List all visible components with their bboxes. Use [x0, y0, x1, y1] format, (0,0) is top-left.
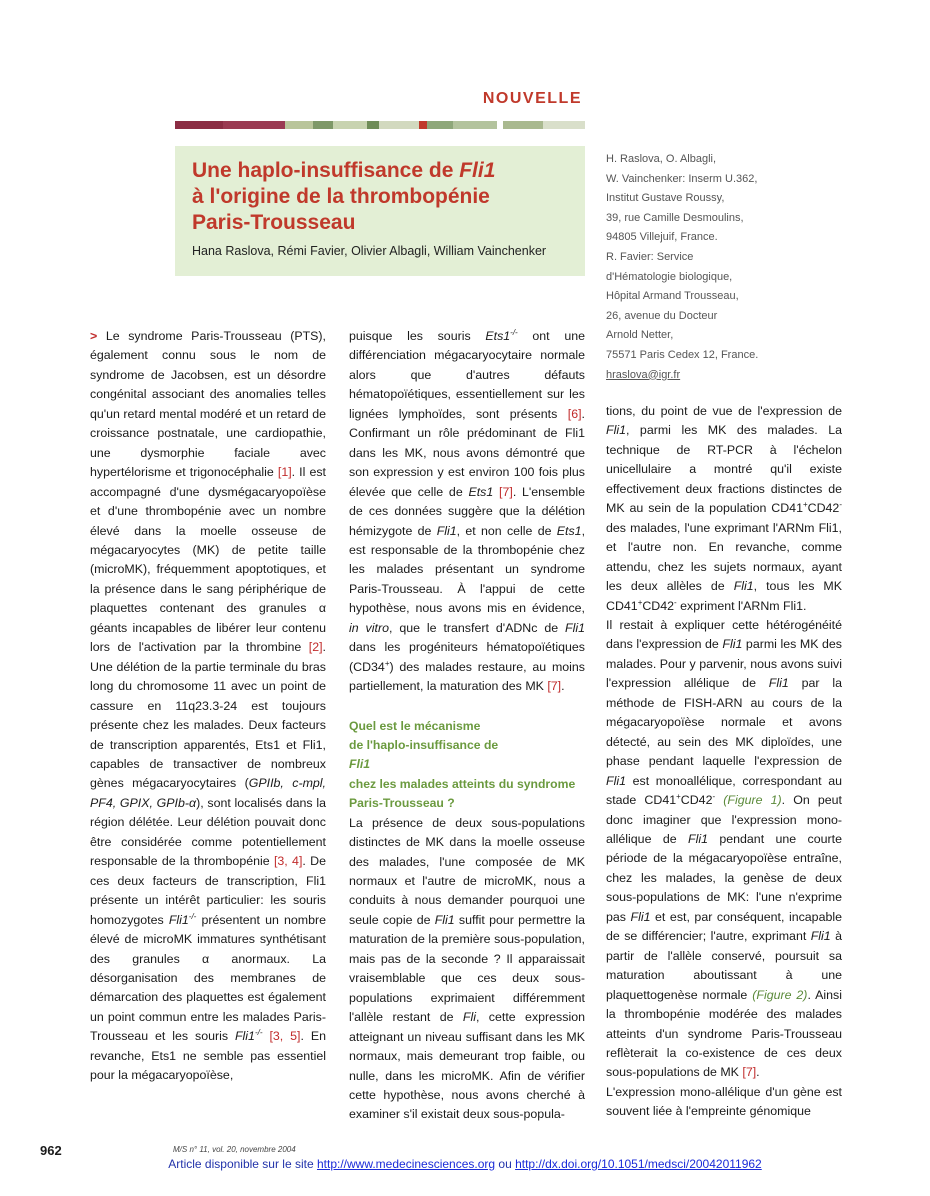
- color-bar-segment: [285, 121, 313, 129]
- color-bar-segment: [379, 121, 419, 129]
- paragraph: La présence de deux sous-populations distinctes de MK dans la moelle osseuse des malades, l'une composée de MK normaux et l'autre de microMK, nous a conduits à nous demander pourquoi une seule copie de Fli1 suffit pour permettre la maturation de la première sous-population, mais pas de la seconde ? Il apparaissait vraisemblable que ces deux sous-populations exprimaient différemment l'allèle restant de Fli, cette expression atteignant un niveau suffisant dans les MK normaux, mais demeurant trop faible, ou nulle, dans les microMK. Afin de vérifier cette hypothèse, nous avons cherché à examiner s'il existait deux sous-popula-: [349, 815, 585, 1122]
- color-bar-segment: [175, 121, 223, 129]
- paragraph: puisque les souris Ets1-/- ont une différenciation mégacaryocytaire normale alors que d'autres défauts hématopoïétiques, essentiellement sur les lignées lymphoïdes, sont présents [6]. Confirmant un rôle prédominant de Fli1 dans les MK, nous avons démontré que son expression y est environ 100 fois plus élevée que celle de Ets1 [7]. L'ensemble de ces données suggère que la délétion hémizygote de Fli1, et non celle de Ets1, est responsable de la thrombopénie chez les malades présentant un syndrome Paris-Trousseau. À l'appui de cette hypothèse, nous avons mis en évidence, in vitro, que le transfert d'ADNc de Fli1 dans les progéniteurs hématopoïétiques (CD34+) des malades restaure, au moins partiellement, la maturation des MK [7].: [349, 327, 586, 694]
- color-bar-segment: [333, 121, 367, 129]
- affiliation-line: Hôpital Armand Trousseau,: [606, 290, 739, 303]
- affiliation-line: 75571 Paris Cedex 12, France.: [606, 348, 759, 361]
- color-bar-segment: [453, 121, 497, 129]
- heading-line: Paris-Trousseau ?: [349, 796, 455, 811]
- color-bar-segment: [223, 121, 285, 129]
- affiliation-line: W. Vainchenker: Inserm U.362,: [606, 172, 758, 185]
- body-column-3: [606, 402, 842, 1122]
- author-affiliations: [606, 150, 846, 385]
- heading-line: chez les malades atteints du syndrome: [349, 776, 576, 791]
- affiliation-line: Institut Gustave Roussy,: [606, 192, 725, 205]
- citation: [7]: [742, 1065, 757, 1080]
- decorative-color-bar: [175, 121, 585, 129]
- title-line-3: Paris-Trousseau: [192, 211, 356, 234]
- article-title: [192, 158, 582, 236]
- color-bar-segment: [419, 121, 427, 129]
- availability-footer: [0, 1157, 930, 1171]
- authors: Hana Raslova, Rémi Favier, Olivier Albagli, William Vainchenker: [192, 244, 547, 258]
- citation: [7]: [499, 484, 513, 499]
- doi-link[interactable]: http://dx.doi.org/10.1051/medsci/20042011962: [515, 1157, 762, 1171]
- citation: [6]: [567, 406, 582, 421]
- page-number: 962: [40, 1143, 62, 1158]
- heading-line: de l'haplo-insuffisance de: [349, 738, 499, 753]
- journal-reference: M/S n° 11, vol. 20, novembre 2004: [173, 1145, 296, 1154]
- paragraph: > Le syndrome Paris-Trousseau (PTS), également connu sous le nom de syndrome de Jacobsen, est un désordre congénital associant des anomalies telles qu'un retard mental modéré et un retard de croissance postnatale, une cardiopathie, une dysmorphie faciale avec hypertélorisme et trigonocéphalie [1]. Il est accompagné d'une dysmégacaryopoïèse et d'une thrombopénie avec un nombre élevé dans la moelle osseuse de mégacaryocytes (MK) de petite taille (microMK), fréquemment apoptotiques, et la présence dans le sang périphérique de plaquettes contenant des granules α géants incapables de libérer leur contenu lors de l'activation par la thrombine [2]. Une délétion de la partie terminale du bras long du chromosome 11 avec un point de cassure en 11q23.3-24 est toujours présente chez les malades. Deux facteurs de transcription apparentés, Ets1 et Fli1, capables de transactiver de nombreux gènes mégacaryocytaires (GPIIb, c-mpl, PF4, GPIX, GPIb-α), sont localisés dans la région délétée. Leur délétion pouvait donc être considérée comme potentiellement responsable de la thrombopénie [3, 4]. De ces deux facteurs de transcription, Fli1 présente un intérêt particulier: les souris homozygotes Fli1-/- présentent un nombre élevé de microMK immatures synthétisant des granules α anormaux. La désorganisation des membranes de démarcation des plaquettes est également un point commun entre les malades Paris-Trousseau et les souris Fli1-/- [3, 5]. En revanche, Ets1 ne semble pas essentiel pour la mégacaryopoïèse,: [90, 329, 327, 1083]
- color-bar-segment: [503, 121, 543, 129]
- citation: [3, 4]: [273, 854, 303, 869]
- affiliation-line: 39, rue Camille Desmoulins,: [606, 211, 744, 224]
- citation: [3, 5]: [269, 1029, 301, 1044]
- citation: [7]: [547, 679, 562, 694]
- affiliation-line: Arnold Netter,: [606, 329, 674, 342]
- title-gene-name: Fli1: [459, 159, 496, 182]
- affiliation-line: H. Raslova, O. Albagli,: [606, 153, 717, 165]
- color-bar-segment: [543, 121, 585, 129]
- paragraph: L'expression mono-allélique d'un gène est souvent liée à l'empreinte génomique: [606, 1084, 842, 1119]
- paragraph: tions, du point de vue de l'expression de Fli1, parmi les MK des malades. La technique de RT-PCR à l'échelon unicellulaire a montré qu'il existe effectivement deux fractions distinctes de MK au sein de la population CD41+CD42- des malades, l'une exprimant l'ARNm Fli1, et l'autre non. En revanche, comme attendu, chez les sujets normaux, ayant les deux allèles de Fli1, tous les MK CD41+CD42- expriment l'ARNm Fli1.: [606, 404, 842, 613]
- title-box: [175, 146, 585, 276]
- affiliation-line: R. Favier: Service: [606, 250, 694, 263]
- footer-prefix: Article disponible sur le site: [168, 1157, 317, 1171]
- section-label: NOUVELLE: [482, 90, 582, 107]
- journal-site-link[interactable]: http://www.medecinesciences.org: [316, 1157, 496, 1171]
- title-line-2: à l'origine de la thrombopénie: [192, 185, 490, 208]
- body-column-1: [90, 327, 326, 1086]
- title-line-1: Une haplo-insuffisance de: [192, 159, 460, 182]
- affiliation-line: 26, avenue du Docteur: [606, 309, 718, 322]
- affiliation-line: d'Hématologie biologique,: [606, 270, 733, 283]
- figure-reference[interactable]: (Figure 1): [723, 793, 782, 808]
- affiliation-line: 94805 Villejuif, France.: [606, 231, 718, 244]
- color-bar-segment: [427, 121, 453, 129]
- footer-middle: ou: [495, 1157, 516, 1171]
- body-column-2: [349, 327, 585, 1125]
- color-bar-segment: [367, 121, 379, 129]
- citation: [2]: [308, 640, 323, 655]
- citation: [1]: [277, 465, 292, 480]
- paragraph: Il restait à expliquer cette hétérogénéité dans l'expression de Fli1 parmi les MK des malades. Pour y parvenir, nous avons suivi l'expression allélique de Fli1 par la méthode de FISH-ARN au cours de la mégacaryopoïèse normale et avons détecté, au sein des MK diploïdes, une phase pendant laquelle l'expression de Fli1 est monoallélique, correspondant au stade CD41+CD42- (Figure 1). On peut donc imaginer que l'expression mono-allélique de Fli1 pendant une courte période de la mégacaryopoïèse entraîne, chez les malades, la genèse de deux sous-populations de MK: l'une n'exprime pas Fli1 et est, par conséquent, incapable de se différencier; l'autre, exprimant Fli1 à partir de l'allèle conservé, poursuit sa maturation aboutissant à une plaquettogenèse normale (Figure 2). Ainsi la thrombopénie modérée des malades atteints d'un syndrome Paris-Trousseau reflèterait la co-existence de ces deux sous-populations de MK [7].: [606, 617, 842, 1080]
- section-heading: [349, 717, 585, 814]
- heading-gene-name: Fli1: [349, 757, 370, 772]
- color-bar-segment: [313, 121, 333, 129]
- lead-marker: >: [90, 329, 98, 343]
- heading-line: Quel est le mécanisme: [349, 718, 481, 733]
- figure-reference[interactable]: (Figure 2): [752, 987, 808, 1002]
- contact-email-link[interactable]: hraslova@igr.fr: [606, 368, 681, 381]
